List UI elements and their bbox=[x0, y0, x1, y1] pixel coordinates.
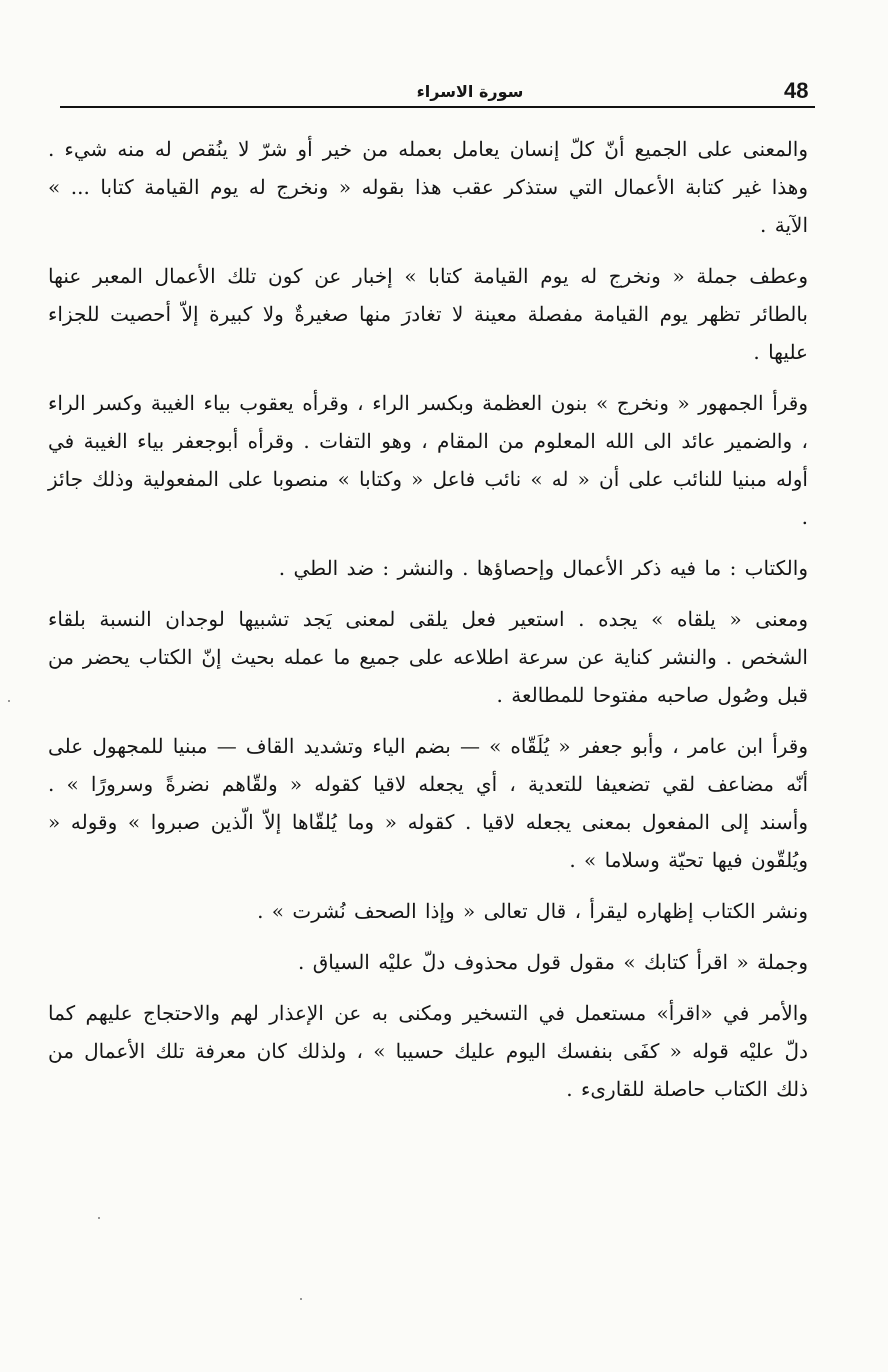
scan-speck bbox=[300, 1298, 302, 1300]
paragraph: وقرأ الجمهور « ونخرج » بنون العظمة وبكسر الراء ، وقرأه يعقوب بياء الغيبة وكسر الراء ، والضمير عائد الى الله المعلوم من المقام ، وهو التفات . وقرأه أبوجعفر بياء الغيبة في أوله مبنيا للنائب على أن « له » نائب فاعل « وكتابا » منصوبا على المفعولية وذلك جائز . bbox=[48, 391, 808, 529]
header-rule bbox=[60, 106, 815, 108]
paragraph: والمعنى على الجميع أنّ كلّ إنسان يعامل بعمله من خير أو شرّ لا ينُقص له منه شيء . وهذا غير كتابة الأعمال التي ستذكر عقب هذا بقوله « ونخرج له يوم القيامة كتابا ... » الآية . bbox=[48, 137, 808, 237]
paragraph: وعطف جملة « ونخرج له يوم القيامة كتابا » إخبار عن كون تلك الأعمال المعبر عنها بالطائر تظهر يوم القيامة مفصلة معينة لا تغادرَ منها صغيرةٌ ولا كبيرة إلاّ أحصيت للجزاء عليها . bbox=[48, 264, 808, 364]
paragraph: والكتاب : ما فيه ذكر الأعمال وإحصاؤها . والنشر : ضد الطي . bbox=[278, 556, 808, 580]
page-body bbox=[48, 130, 808, 1121]
page-header bbox=[60, 74, 815, 110]
paragraph: وقرأ ابن عامر ، وأبو جعفر « يُلَقّاه » — بضم الياء وتشديد القاف — مبنيا للمجهول على أنّه مضاعف لقي تضعيفا للتعدية ، أي يجعله لاقيا كقوله « ولقّاهم نضرةً وسرورًا » . وأسند إلى المفعول بمعنى يجعله لاقيا . كقوله « وما يُلقّاها إلاّ الّذين صبروا » وقوله « ويُلقّون فيها تحيّة وسلاما » . bbox=[48, 734, 808, 872]
running-title: سورة الاسراء bbox=[416, 82, 524, 101]
paragraph: والأمر في «اقرأ» مستعمل في التسخير ومكنى به عن الإعذار لهم والاحتجاج عليهم كما دلّ عليْه قوله « كفَى بنفسك اليوم عليك حسيبا » ، ولذلك كان معرفة تلك الأعمال من ذلك الكتاب حاصلة للقارىء . bbox=[48, 1001, 808, 1101]
paragraph: وجملة « اقرأ كتابك » مقول قول محذوف دلّ عليْه السياق . bbox=[298, 950, 808, 974]
paragraph: ونشر الكتاب إظهاره ليقرأ ، قال تعالى « وإذا الصحف نُشرت » . bbox=[257, 899, 808, 923]
scan-speck bbox=[8, 700, 10, 702]
page-number: 48 bbox=[784, 78, 809, 103]
paragraph: ومعنى « يلقاه » يجده . استعير فعل يلقى لمعنى يَجد تشبيها لوجدان النسبة بلقاء الشخص . والنشر كناية عن سرعة اطلاعه على جميع ما عمله بحيث إنّ الكتاب يحضر من قبل وصُول صاحبه مفتوحا للمطالعة . bbox=[48, 607, 808, 707]
scan-speck bbox=[98, 1217, 100, 1219]
